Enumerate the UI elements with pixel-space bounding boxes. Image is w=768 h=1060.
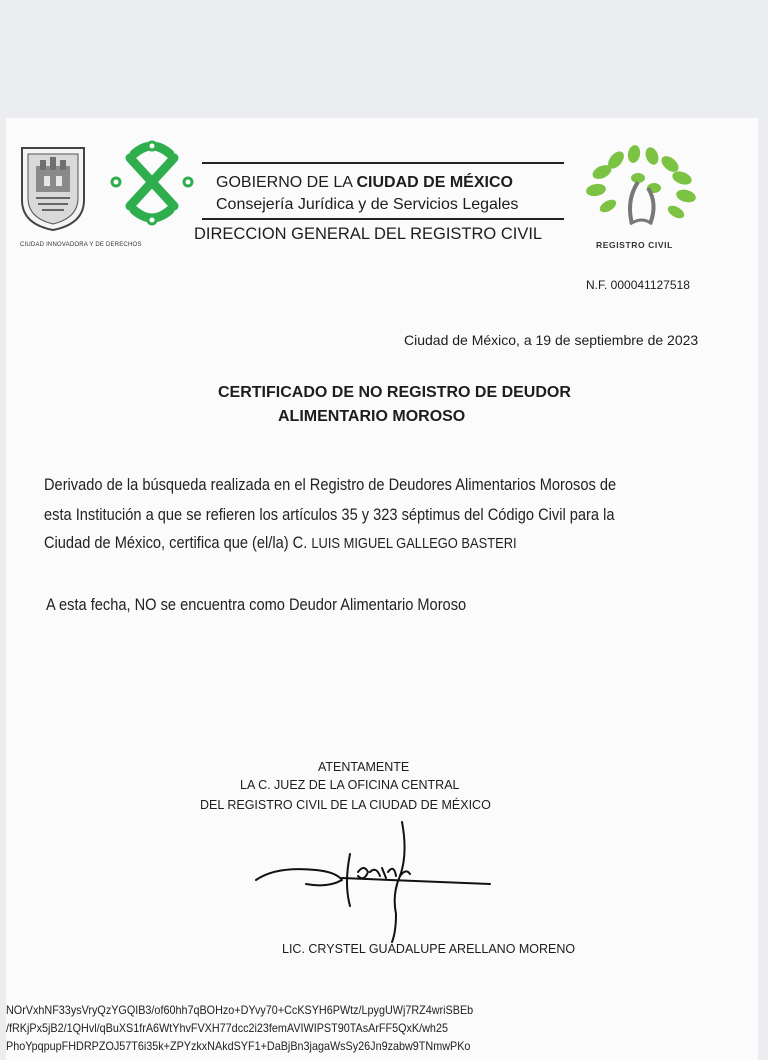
body-line-3 [44, 530, 603, 557]
registro-civil-logo-text: REGISTRO CIVIL [596, 240, 673, 250]
gov-line-3: DIRECCION GENERAL DEL REGISTRO CIVIL [194, 225, 543, 243]
seal-caption: CIUDAD INNOVADORA Y DE DERECHOS [20, 242, 142, 248]
closing-line-3: DEL REGISTRO CIVIL DE LA CIUDAD DE MÉXICO [200, 798, 491, 812]
digital-seal-line-1: NOrVxhNF33ysVryQzYGQIB3/of60hh7qBOHzo+DYvy70+CcKSYH6PWtz/LpygUWj7RZ4wriSBEb [6, 1003, 474, 1017]
certificate-title-line-2: ALIMENTARIO MOROSO [278, 408, 466, 425]
digital-seal-line-2: /fRKjPx5jB2/1QHvl/qBuXS1frA6WtYhvFVXH77dcc2i23femAVIWIPST90TAsArFF5QxK/wh25 [6, 1021, 448, 1035]
cdmx-green-knot-logo [110, 140, 194, 226]
cdmx-coat-of-arms-logo [18, 144, 90, 234]
certificate-page [6, 118, 758, 1060]
gov-line-2: Consejería Jurídica y de Servicios Legales [216, 196, 519, 213]
statement-text: A esta fecha, NO se encuentra como Deudor Alimentario Moroso [46, 595, 467, 614]
gov-line-1-bold: CIUDAD DE MÉXICO [356, 174, 513, 191]
header-top-rule [202, 162, 564, 164]
place-date: Ciudad de México, a 19 de septiembre de 2023 [404, 332, 699, 348]
header-bottom-rule [202, 218, 564, 220]
folio-number: N.F. 000041127518 [586, 278, 690, 292]
closing-line-2: LA C. JUEZ DE LA OFICINA CENTRAL [240, 778, 460, 792]
gov-line-1-prefix: GOBIERNO DE LA [216, 174, 357, 191]
handwritten-signature [246, 814, 506, 946]
body-line-3-prefix: Ciudad de México, certifica que (el/la) C. [44, 533, 312, 552]
person-name: LUIS MIGUEL GALLEGO BASTERI [311, 535, 517, 552]
signer-name: LIC. CRYSTEL GUADALUPE ARELLANO MORENO [282, 942, 576, 956]
closing-line-1: ATENTAMENTE [318, 760, 410, 774]
certificate-title-line-1: CERTIFICADO DE NO REGISTRO DE DEUDOR [218, 384, 571, 401]
body-line-2: esta Institución a que se refieren los artículos 35 y 323 séptimus del Código Civil para la [44, 505, 615, 524]
body-line-1: Derivado de la búsqueda realizada en el Registro de Deudores Alimentarios Morosos de [44, 475, 617, 494]
registro-civil-tree-logo [580, 144, 704, 238]
digital-seal-line-3: PhoYpqpupFHDRPZOJ57T6i35k+ZPYzkxNAkdSYF1+DaBjBn3jagaWsSy26Jn9zabw9TNmwPKo [6, 1039, 471, 1053]
gov-line-1 [216, 174, 513, 192]
